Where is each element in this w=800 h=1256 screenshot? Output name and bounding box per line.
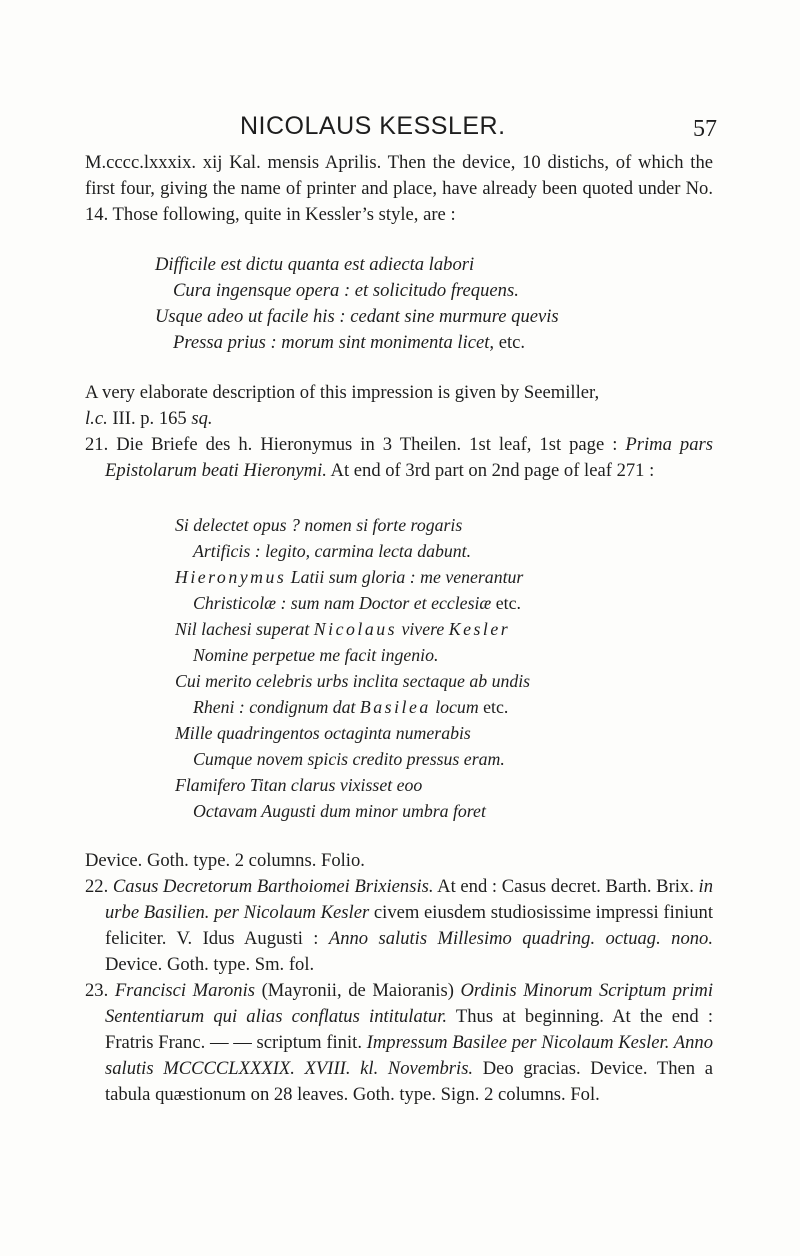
intro-paragraph: M.cccc.lxxxix. xij Kal. mensis Aprilis. Then the device, 10 distichs, of which the first four, giving the name of printer and place, have already been quoted under No. 14. Those following, quite in Kessler’s style, are : <box>85 152 713 225</box>
verse-line: Hieronymus Latii sum gloria : me venerantur <box>175 567 524 587</box>
running-header <box>0 108 800 148</box>
verse-line: Cui merito celebris urbs inclita sectaque ab undis <box>175 671 531 691</box>
seemiller-paragraph: A very elaborate description of this impression is given by Seemiller, l.c. III. p. 165 sq. <box>85 382 600 429</box>
verse-line: Si delectet opus ? nomen si forte rogaris <box>175 515 463 535</box>
entry-22: 22. Casus Decretorum Barthoiomei Brixiensis. At end : Casus decret. Barth. Brix. in urbe Basilien. per Nicolaum Kesler civem eiusdem studiosissime impressi finiunt feliciter. V. Idus Augusti : Anno salutis Millesimo quadring. octuag. nono. Device. Goth. type. Sm. fol. <box>85 876 713 975</box>
page-body <box>85 150 713 1108</box>
verse-block-1 <box>155 252 713 356</box>
verse-line: Nil lachesi superat Nicolaus vivere Kesler <box>175 619 511 639</box>
verse-line: Flamifero Titan clarus vixisset eoo <box>175 775 423 795</box>
verse-line: Mille quadringentos octaginta numerabis <box>175 723 471 743</box>
verse-line: Cumque novem spicis credito pressus eram. <box>193 749 505 769</box>
verse-line: Usque adeo ut facile his : cedant sine murmure quevis <box>155 306 559 327</box>
verse-line: Rheni : condignum dat Basilea locum etc. <box>193 697 509 717</box>
page-number: 57 <box>693 116 717 142</box>
verse-line: Cura ingensque opera : et solicitudo frequens. <box>173 280 519 301</box>
verse-line: Pressa prius : morum sint monimenta licet, etc. <box>173 332 526 353</box>
verse-line: Christicolæ : sum nam Doctor et ecclesiæ etc. <box>193 593 521 613</box>
verse-line: Difficile est dictu quanta est adiecta labori <box>155 254 475 275</box>
verse-block-2 <box>175 512 713 824</box>
verse-line: Artificis : legito, carmina lecta dabunt. <box>193 541 472 561</box>
verse-line: Octavam Augusti dum minor umbra foret <box>193 801 486 821</box>
running-head-title: NICOLAUS KESSLER. <box>240 112 506 140</box>
entry-23: 23. Francisci Maronis (Mayronii, de Maioranis) Ordinis Minorum Scriptum primi Sententiarum qui alias conflatus intitulatur. Thus at beginning. At the end : Fratris Franc. — — scriptum finit. Impressum Basilee per Nicolaum Kesler. Anno salutis MCCCCLXXXIX. XVIII. kl. Novembris. Deo gracias. Device. Then a tabula quæstionum on 28 leaves. Goth. type. Sign. 2 columns. Fol. <box>85 980 713 1105</box>
verse-line: Nomine perpetue me facit ingenio. <box>193 645 439 665</box>
device-paragraph: Device. Goth. type. 2 columns. Folio. <box>85 850 365 871</box>
entry-21: 21. Die Briefe des h. Hieronymus in 3 Theilen. 1st leaf, 1st page : Prima pars Epistolarum beati Hieronymi. At end of 3rd part on 2nd page of leaf 271 : <box>85 434 713 481</box>
